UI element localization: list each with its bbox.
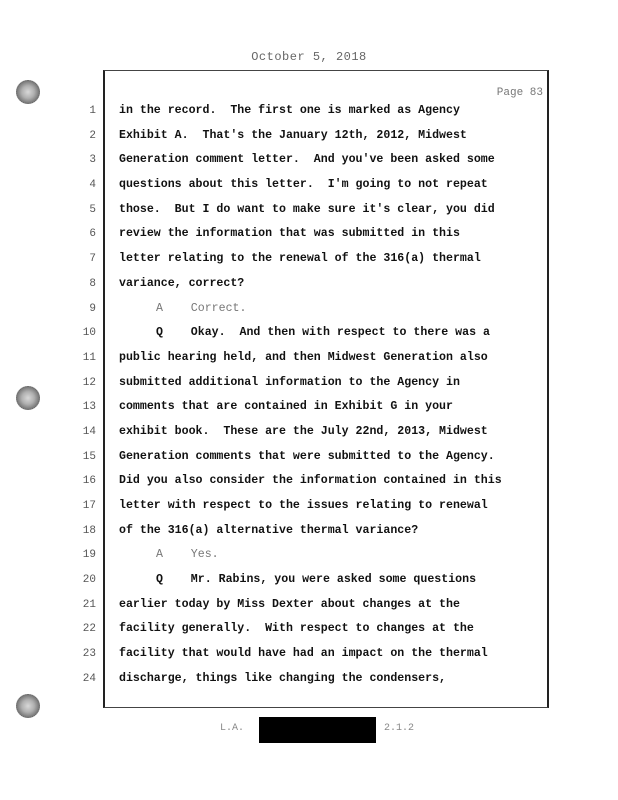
- transcript-line: [0, 449, 618, 474]
- line-text: Generation comment letter. And you've been asked some: [119, 153, 495, 167]
- redaction-bar: [259, 717, 376, 743]
- line-number: 9: [89, 302, 96, 315]
- line-number: 6: [89, 228, 96, 241]
- line-text: Generation comments that were submitted to the Agency.: [119, 449, 495, 463]
- transcript-lines: [0, 103, 618, 696]
- line-text: facility that would have had an impact on the thermal: [119, 647, 488, 661]
- line-text: A Yes.: [156, 548, 219, 562]
- page-footer: [0, 717, 618, 743]
- transcript-line: [0, 424, 618, 449]
- line-text: public hearing held, and then Midwest Generation also: [119, 350, 488, 364]
- footer-left-text: L.A.: [220, 723, 245, 734]
- line-number: 2: [89, 129, 96, 142]
- line-text: A Correct.: [156, 301, 247, 315]
- line-text: letter relating to the renewal of the 316(a) thermal: [119, 252, 481, 266]
- line-number: 8: [89, 277, 96, 290]
- transcript-line: [0, 498, 618, 523]
- line-text: Did you also consider the information contained in this: [119, 474, 502, 488]
- line-text: Q Mr. Rabins, you were asked some questions: [156, 573, 477, 587]
- transcript-line: [0, 103, 618, 128]
- line-number: 5: [89, 203, 96, 216]
- transcript-line: [0, 621, 618, 646]
- line-number: 13: [82, 401, 96, 414]
- line-text: variance, correct?: [119, 276, 245, 290]
- line-number: 21: [82, 598, 96, 611]
- line-number: 24: [82, 672, 96, 685]
- transcript-line: [0, 646, 618, 671]
- transcript-line: [0, 226, 618, 251]
- line-text: those. But I do want to make sure it's clear, you did: [119, 202, 495, 216]
- line-number: 4: [89, 179, 96, 192]
- deposition-date: October 5, 2018: [251, 50, 367, 64]
- line-number: 12: [82, 376, 96, 389]
- line-text: letter with respect to the issues relating to renewal: [119, 499, 488, 512]
- transcript-line: [0, 572, 618, 597]
- transcript-line: [0, 128, 618, 153]
- line-text: exhibit book. These are the July 22nd, 2013, Midwest: [119, 424, 488, 438]
- transcript-line: [0, 325, 618, 350]
- transcript-line: [0, 301, 618, 326]
- line-text: questions about this letter. I'm going to not repeat: [119, 178, 488, 192]
- line-number: 10: [82, 327, 96, 340]
- line-number: 19: [82, 549, 96, 562]
- line-number: 18: [82, 524, 96, 537]
- footer-right-text: 2.1.2: [384, 723, 415, 734]
- transcript-line: [0, 177, 618, 202]
- line-number: 22: [82, 623, 96, 636]
- hole-punch-bottom: [16, 694, 40, 718]
- transcript-line: [0, 350, 618, 375]
- transcript-line: [0, 523, 618, 548]
- transcript-line: [0, 473, 618, 498]
- line-text: earlier today by Miss Dexter about changes at the: [119, 597, 460, 611]
- line-text: facility generally. With respect to changes at the: [119, 622, 474, 636]
- line-text: discharge, things like changing the condensers,: [119, 671, 446, 685]
- line-number: 17: [82, 500, 96, 512]
- line-number: 7: [89, 253, 96, 266]
- line-number: 15: [82, 450, 96, 463]
- line-number: 3: [89, 154, 96, 167]
- transcript-line: [0, 251, 618, 276]
- line-number: 11: [82, 351, 96, 364]
- line-text: Q Okay. And then with respect to there was a: [156, 326, 490, 340]
- transcript-line: [0, 547, 618, 572]
- line-number: 14: [82, 425, 96, 438]
- transcript-line: [0, 152, 618, 177]
- line-text: review the information that was submitted in this: [119, 227, 460, 241]
- line-number: 23: [82, 648, 96, 661]
- line-number: 1: [89, 105, 96, 117]
- transcript-line: [0, 671, 618, 696]
- hole-punch-top: [16, 80, 40, 104]
- transcript-line: [0, 399, 618, 424]
- transcript-line: [0, 202, 618, 227]
- line-text: submitted additional information to the Agency in: [119, 375, 460, 389]
- page-number: Page 83: [496, 87, 543, 99]
- line-number: 20: [82, 574, 96, 587]
- line-text: of the 316(a) alternative thermal variance?: [119, 523, 419, 537]
- line-number: 16: [82, 475, 96, 488]
- transcript-line: [0, 597, 618, 622]
- transcript-line: [0, 276, 618, 301]
- line-text: comments that are contained in Exhibit G in your: [119, 400, 453, 414]
- line-text: Exhibit A. That's the January 12th, 2012, Midwest: [119, 128, 467, 142]
- line-text: in the record. The first one is marked as Agency: [119, 104, 460, 117]
- transcript-line: [0, 375, 618, 400]
